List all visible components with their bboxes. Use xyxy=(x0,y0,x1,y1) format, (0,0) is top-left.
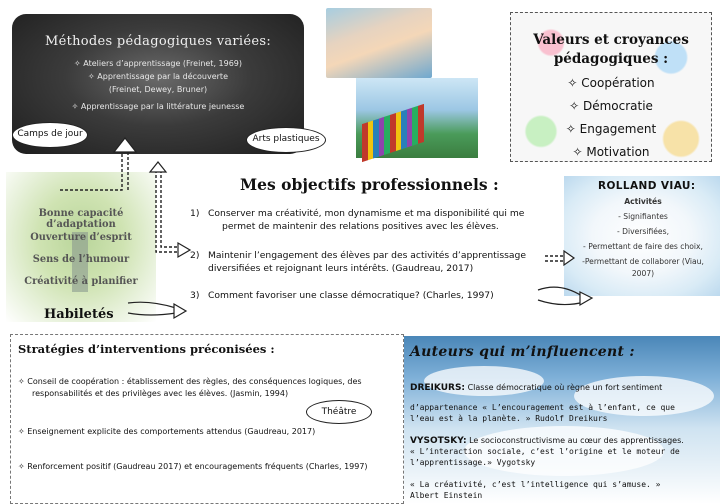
objectif-item: Comment favoriser une classe démocratique? (Charles, 1997) xyxy=(208,290,494,301)
habilete-item: Bonne capacité d’adaptation xyxy=(38,208,124,230)
vygotsky-block: VYSOTSKY: Le socioconstructivisme au cœur des apprentissages. xyxy=(410,436,684,446)
objectif-number: 1) xyxy=(190,208,200,219)
objectif-item: Maintenir l’engagement des élèves par des activités d’apprentissage diversifiées et rejoignant leurs intérêts. (Gaudreau, 2017) xyxy=(208,250,527,274)
arts-bubble: Arts plastiques xyxy=(246,127,326,153)
arrow-head-right-2 xyxy=(564,251,574,265)
objectif-item: Conserver ma créativité, mon dynamisme et ma disponibilité qui me permet de maintenir des relations positives avec les élèves. xyxy=(208,208,525,232)
arrow-head-up-1 xyxy=(114,138,136,152)
auteurs-title: Auteurs qui m’influencent : xyxy=(410,344,635,360)
valeur-item: ✧ Engagement xyxy=(565,122,657,136)
vygotsky-quote: « L’interaction sociale, c’est l’origine et le moteur de l’apprentissage.» Vygotsky xyxy=(410,447,680,467)
viau-line: - Permettant de faire des choix, xyxy=(583,242,703,251)
viau-line: - Signifiantes xyxy=(618,212,668,221)
valeurs-title: Valeurs et croyances pédagogiques : xyxy=(533,32,689,67)
strategie-item: ✧ Renforcement positif (Gaudreau 2017) et encouragements fréquents (Charles, 1997) xyxy=(18,462,368,471)
objectifs-title: Mes objectifs professionnels : xyxy=(240,175,499,194)
arrow-habiletes-to-objectif3 xyxy=(128,302,176,308)
dreikurs-block: DREIKURS: Classe démocratique où règne un fort sentiment xyxy=(410,383,663,393)
viau-line: Activités xyxy=(624,197,662,206)
valeur-item: ✧ Démocratie xyxy=(569,99,653,113)
strategies-title: Stratégies d’interventions préconisées : xyxy=(18,342,275,356)
theatre-bubble: Théâtre xyxy=(306,400,372,424)
valeur-item: ✧ Coopération xyxy=(567,76,655,90)
methode-item: (Freinet, Dewey, Bruner) xyxy=(108,85,208,94)
methode-item: ✧ Apprentissage par la découverte xyxy=(88,72,228,81)
methode-item: ✧ Ateliers d’apprentissage (Freinet, 1969) xyxy=(73,59,243,68)
methodes-title: Méthodes pédagogiques variées: xyxy=(44,34,272,49)
habilete-item: Ouverture d’esprit xyxy=(30,232,132,243)
arrow-head-up-2 xyxy=(150,162,166,172)
habiletes-label: Habiletés xyxy=(44,307,114,322)
viau-line: -Permettant de collaborer (Viau, xyxy=(582,257,704,266)
vygotsky-name: VYSOTSKY: xyxy=(410,436,467,446)
habilete-item: Créativité à planifier xyxy=(24,276,138,287)
viau-line: 2007) xyxy=(631,269,655,278)
viau-line: - Diversifiées, xyxy=(617,227,669,236)
dreikurs-quote: d’appartenance « L’encouragement est à l’enfant, ce que l’eau est à la planète. » Rudolf Dreikurs xyxy=(410,403,675,423)
dreikurs-name: DREIKURS: xyxy=(410,383,466,393)
habilete-item: Sens de l’humour xyxy=(32,254,130,265)
strategie-item: ✧ Conseil de coopération : établissement des règles, des conséquences logiques, des responsabilités et des privilèges avec les élèves. (Jasmin, 1994) xyxy=(18,377,362,398)
arrow-board-to-objectif2 xyxy=(156,170,180,252)
viau-title: ROLLAND VIAU: xyxy=(598,180,696,192)
objectif-number: 3) xyxy=(190,290,200,301)
strategie-item: ✧ Enseignement explicite des comportements attendus (Gaudreau, 2017) xyxy=(18,427,316,436)
einstein-quote: « La créativité, c’est l’intelligence qui s’amuse. » Albert Einstein xyxy=(410,480,661,500)
arrow-tree-to-camps xyxy=(60,150,122,190)
methode-item: ✧ Apprentissage par la littérature jeunesse xyxy=(71,102,245,111)
objectif-number: 2) xyxy=(190,250,200,261)
valeur-item: ✧ Motivation xyxy=(572,145,650,159)
arrow-head-right-1 xyxy=(178,243,190,257)
camps-bubble: Camps de jour xyxy=(12,122,88,148)
